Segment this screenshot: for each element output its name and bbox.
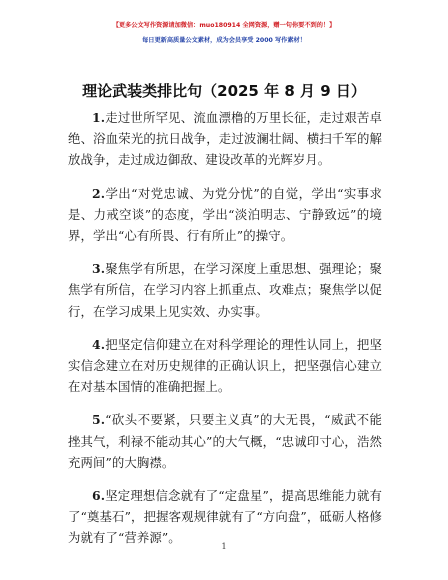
paragraph-6: [68, 485, 382, 549]
paragraph-2: [68, 183, 382, 247]
paragraph-text: 走过世所罕见、流血漂橹的万里长征，走过艰苦卓绝、浴血荣光的抗日战争，走过波澜壮阔、横扫千军的解放战争，走过成边御敌、建设改革的光辉岁月。: [68, 110, 382, 168]
page-number: 1: [221, 542, 227, 551]
paragraph-number: 2.: [92, 185, 106, 201]
paragraph-3: [68, 258, 382, 322]
paragraph-text: 把坚定信仰建立在对科学理论的理性认同上，把坚实信念建立在对历史规律的正确认识上，把坚强信心建立在对基本国情的准确把握上。: [68, 336, 382, 395]
paragraph-number: 3.: [92, 261, 106, 277]
paragraph-text: “砍头不要紧，只要主义真”的大无畏，“威武不能挫其气，利禄不能动其心”的大气概，“忠诚印寸心，浩然充两间”的大胸襟。: [68, 412, 382, 470]
paragraph-text: 学出“对党忠诚、为党分忧”的自觉，学出“实事求是、力戒空谈”的态度，学出“淡泊明志、宁静致远”的境界，学出“心有所畏、行有所止”的操守。: [68, 185, 382, 244]
paragraph-1: [68, 107, 382, 171]
promo-banner-red: 【更多公文写作资源请加微信：muo180914 全网资源，赠一句你要不到的！】: [112, 22, 336, 29]
paragraph-number: 5.: [92, 412, 106, 428]
paragraph-4: [68, 334, 382, 398]
promo-banner-blue: 每日更新高质量公文素材，成为会员享受 2000 写作素材！: [142, 37, 306, 44]
paragraph-text: 坚定理想信念就有了“定盘星”，提高思维能力就有了“奠基石”，把握客观规律就有了“方向盘”，砥砺人格修为就有了“营养源”。: [68, 488, 382, 546]
paragraph-text: 聚焦学有所思，在学习深度上重思想、强理论；聚焦学有所信，在学习内容上抓重点、攻难点；聚焦学以促行，在学习成果上见实效、办实事。: [68, 261, 382, 319]
paragraph-number: 6.: [92, 488, 106, 504]
paragraph-number: 1.: [92, 110, 106, 125]
document-body: [68, 107, 382, 561]
paragraph-5: [68, 409, 382, 473]
document-title: 理论武装类排比句（2025 年 8 月 9 日）: [82, 82, 366, 100]
paragraph-number: 4.: [92, 336, 106, 352]
